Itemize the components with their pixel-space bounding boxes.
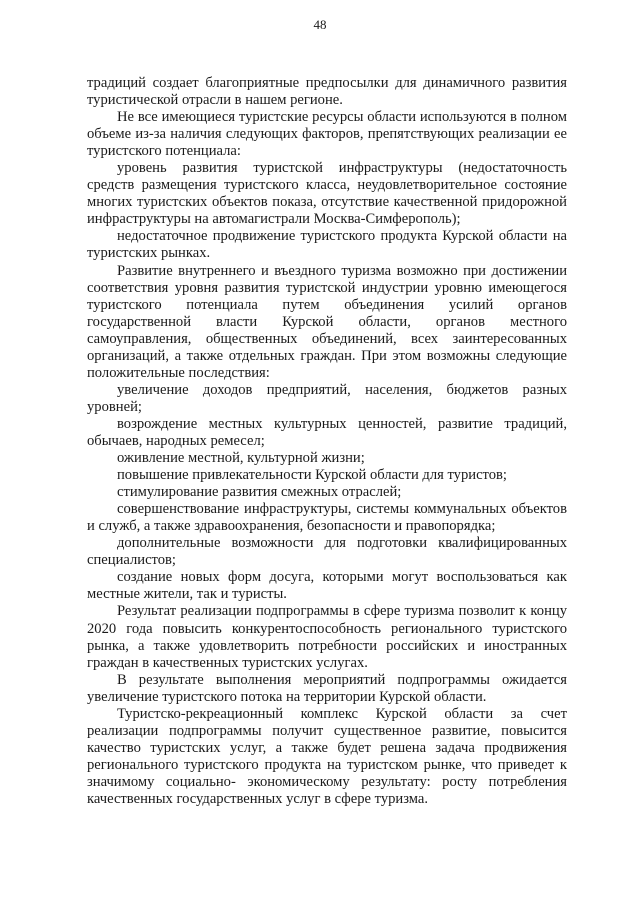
list-item-cultural-life: оживление местной, культурной жизни; [117, 450, 365, 467]
list-item-income-growth: увеличение доходов предприятий, населения, бюджетов разных уровней; [87, 381, 567, 415]
paragraph-tourist-flow: В результате выполнения мероприятий подпрограммы ожидается увеличение туристского потока на территории Курской области. [87, 671, 567, 705]
page-number: 48 [313, 17, 327, 32]
paragraph-infrastructure-factor: уровень развития туристской инфраструктуры (недостаточность средств размещения туристского класса, неудовлетворительное состояние многих туристских объектов показа, отсутствие качественной придорожной инфраструктуры на автомагистрали Москва-Симферополь); [87, 160, 567, 228]
list-item-related-industries: стимулирование развития смежных отраслей; [117, 484, 402, 501]
paragraph-promotion-factor: недостаточное продвижение туристского продукта Курской области на туристских рынках. [87, 228, 567, 262]
document-body [87, 75, 567, 808]
paragraph-development-conditions: Развитие внутреннего и въездного туризма возможно при достижении соответствия уровня развития туристской индустрии уровню имеющегося туристского потенциала путем объединения усилий органов государственной власти Курской области, органов местного самоуправления, общественных объединений, всех заинтересованных организаций, а также отдельных граждан. При этом возможны следующие положительные последствия: [87, 262, 567, 381]
list-item-attractiveness: повышение привлекательности Курской области для туристов; [117, 467, 507, 484]
list-item-cultural-revival: возрождение местных культурных ценностей, развитие традиций, обычаев, народных ремесел; [87, 415, 567, 449]
list-item-training: дополнительные возможности для подготовки квалифицированных специалистов; [87, 535, 567, 569]
paragraph-tourism-resources: Не все имеющиеся туристские ресурсы области используются в полном объеме из-за наличия следующих факторов, препятствующих реализации ее туристского потенциала: [87, 109, 567, 160]
list-item-leisure: создание новых форм досуга, которыми могут воспользоваться как местные жители, так и туристы. [87, 569, 567, 603]
paragraph-subprogram-result: Результат реализации подпрограммы в сфере туризма позволит к концу 2020 года повысить конкурентоспособность регионального туристского рынка, а также удовлетворить потребности российских и иностранных граждан в качественных туристских услугах. [87, 603, 567, 671]
paragraph-continuation: традиций создает благоприятные предпосылки для динамичного развития туристической отрасли в нашем регионе. [87, 75, 567, 109]
list-item-infrastructure-improvement: совершенствование инфраструктуры, системы коммунальных объектов и служб, а также здравоохранения, безопасности и правопорядка; [87, 501, 567, 535]
paragraph-recreation-complex: Туристско-рекреационный комплекс Курской области за счет реализации подпрограммы получит существенное развитие, повысится качество туристских услуг, а также будет решена задача продвижения регионального туристского продукта на туристском рынке, что приведет к значимому социально- экономическому результату: росту потребления качественных государственных услуг в сфере туризма. [87, 705, 567, 807]
